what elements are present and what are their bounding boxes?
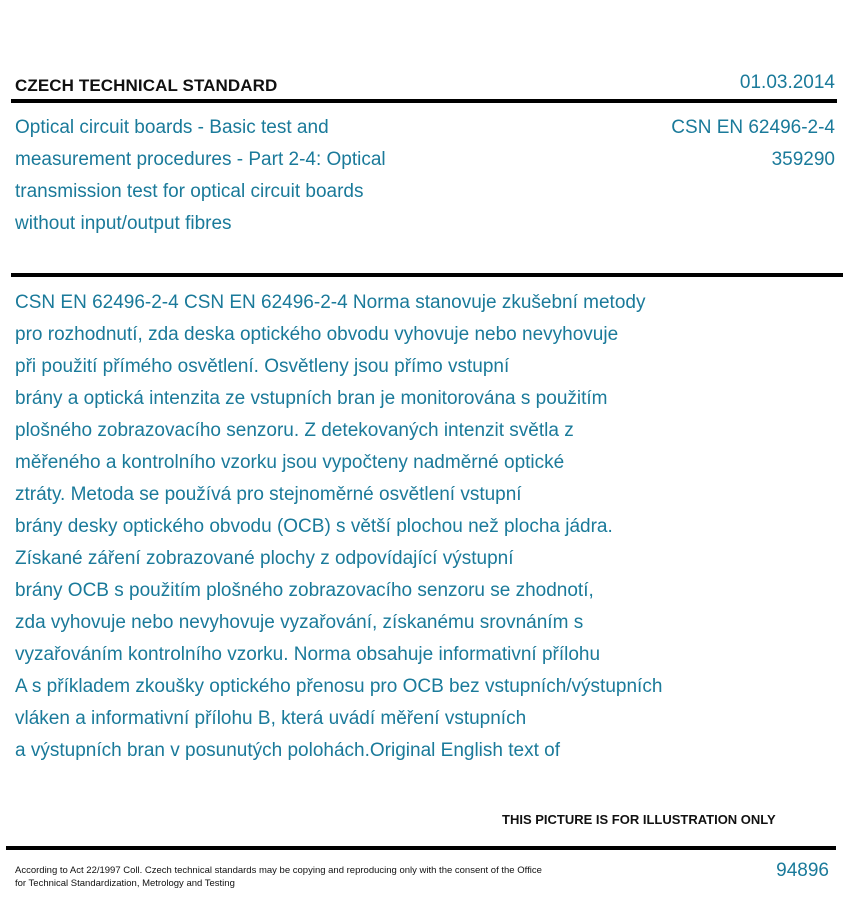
document-type-heading: CZECH TECHNICAL STANDARD bbox=[15, 76, 278, 95]
publication-date: 01.03.2014 bbox=[739, 72, 835, 93]
section-divider bbox=[11, 273, 843, 277]
standard-title-line: Optical circuit boards - Basic test and bbox=[15, 117, 329, 138]
abstract-line: pro rozhodnutí, zda deska optického obvodu vyhovuje nebo nevyhovuje bbox=[15, 324, 619, 345]
abstract-line: plošného zobrazovacího senzoru. Z detekovaných intenzit světla z bbox=[15, 420, 574, 441]
abstract-line: CSN EN 62496-2-4 CSN EN 62496-2-4 Norma stanovuje zkušební metody bbox=[15, 292, 646, 313]
standard-identifiers bbox=[671, 112, 835, 176]
classification-number: 359290 bbox=[771, 149, 835, 170]
standard-code: CSN EN 62496-2-4 bbox=[671, 117, 835, 138]
standard-title bbox=[15, 112, 475, 240]
abstract-text bbox=[15, 287, 662, 767]
abstract-line: a výstupních bran v posunutých polohách.Original English text of bbox=[15, 740, 560, 761]
abstract-line: brány OCB s použitím plošného zobrazovacího senzoru se zhodnotí, bbox=[15, 580, 594, 601]
legal-notice bbox=[15, 864, 542, 890]
legal-notice-line: According to Act 22/1997 Coll. Czech technical standards may be copying and reproducing only with the consent of the Office bbox=[15, 865, 542, 876]
abstract-line: Získané záření zobrazované plochy z odpovídající výstupní bbox=[15, 548, 514, 569]
abstract-line: měřeného a kontrolního vzorku jsou vypočteny nadměrné optické bbox=[15, 452, 565, 473]
abstract-line: A s příkladem zkoušky optického přenosu pro OCB bez vstupních/výstupních bbox=[15, 676, 663, 697]
abstract-line: ztráty. Metoda se používá pro stejnoměrné osvětlení vstupní bbox=[15, 484, 522, 505]
abstract-line: vláken a informativní přílohu B, která uvádí měření vstupních bbox=[15, 708, 527, 729]
illustration-disclaimer: THIS PICTURE IS FOR ILLUSTRATION ONLY bbox=[502, 812, 776, 827]
header-divider bbox=[11, 99, 837, 103]
abstract-line: při použití přímého osvětlení. Osvětleny jsou přímo vstupní bbox=[15, 356, 510, 377]
abstract-line: brány a optická intenzita ze vstupních bran je monitorována s použitím bbox=[15, 388, 608, 409]
abstract-line: zda vyhovuje nebo nevyhovuje vyzařování, získanému srovnáním s bbox=[15, 612, 584, 633]
standard-title-line: measurement procedures - Part 2-4: Optical bbox=[15, 149, 386, 170]
standard-title-line: transmission test for optical circuit boards bbox=[15, 181, 364, 202]
document-number: 94896 bbox=[776, 860, 829, 881]
footer-divider bbox=[6, 846, 836, 850]
legal-notice-line: for Technical Standardization, Metrology and Testing bbox=[15, 878, 235, 889]
standard-title-line: without input/output fibres bbox=[15, 213, 232, 234]
abstract-line: vyzařováním kontrolního vzorku. Norma obsahuje informativní přílohu bbox=[15, 644, 601, 665]
abstract-line: brány desky optického obvodu (OCB) s větší plochou než plocha jádra. bbox=[15, 516, 613, 537]
